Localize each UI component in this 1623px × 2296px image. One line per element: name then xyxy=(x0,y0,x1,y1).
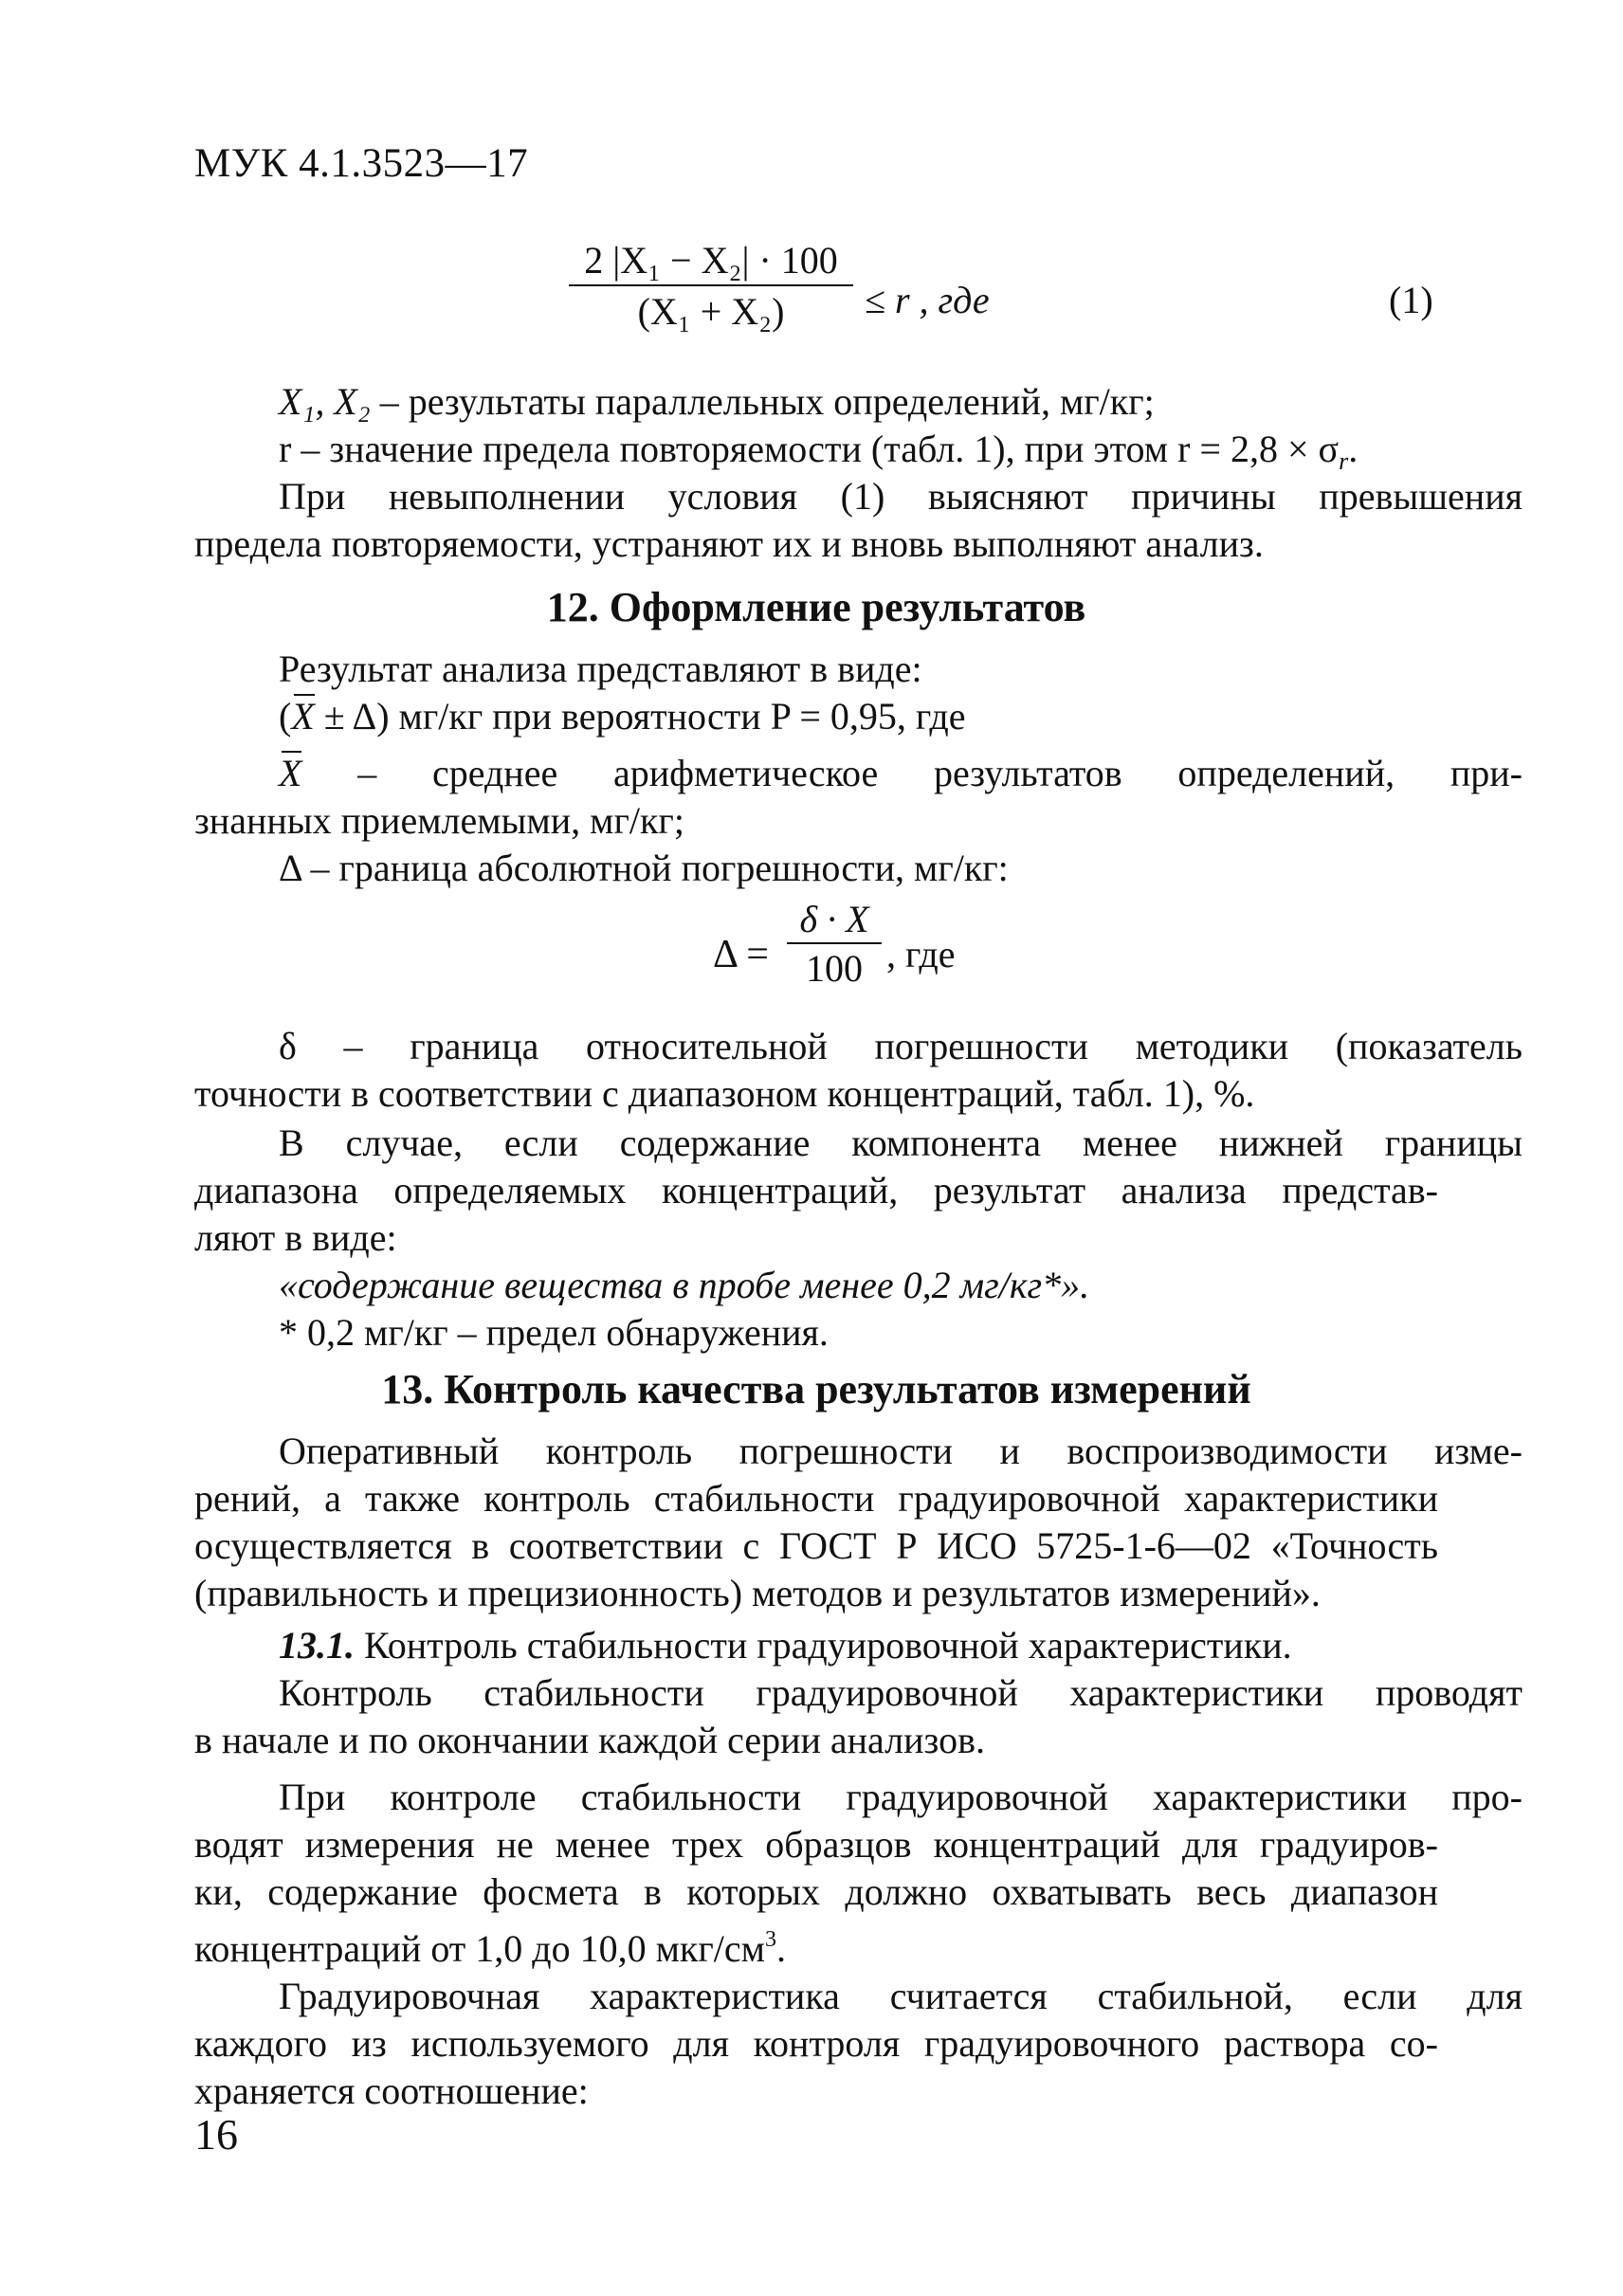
paragraph-operational-line4: (правильность и прецизионность) методов и результатов измерений». xyxy=(194,1572,1321,1614)
r-end: . xyxy=(1348,428,1359,470)
paragraph-quote: «содержание вещества в пробе менее 0,2 мг/кг*». xyxy=(279,1264,1090,1306)
paragraph-delta-definition: Δ – граница абсолютной погрешности, мг/кг: xyxy=(279,847,1009,889)
formula2-denominator: 100 xyxy=(806,947,863,990)
x1x2-text: – результаты параллельных определений, мг/кг; xyxy=(370,380,1155,423)
formula-repeatability xyxy=(569,239,853,334)
paragraph-relative-error-line2: точности в соответствии с диапазоном концентраций, табл. 1), %. xyxy=(194,1072,1255,1115)
measure-line4-text: концентраций от 1,0 до 10,0 мкг/см xyxy=(194,1927,765,1970)
paragraph-control-line1: Контроль стабильности градуировочной характеристики проводят xyxy=(279,1671,1523,1714)
paragraph-failure-line1: При невыполнении условия (1) выясняют причины превышения xyxy=(279,475,1523,518)
cm3-superscript: 3 xyxy=(764,1927,776,1952)
formula1-numerator: 2 |X₁ − X₂| · 100 xyxy=(584,239,838,282)
result-expression-text: ± Δ) мг/кг при вероятности P = 0,95, где xyxy=(314,695,966,738)
section-heading-12: 12. Оформление результатов xyxy=(546,584,1086,630)
formula2-numerator: δ · X xyxy=(799,898,869,940)
page-header: МУК 4.1.3523—17 xyxy=(194,141,529,186)
paragraph-result-form: Результат анализа представляют в виде: xyxy=(279,647,922,690)
section-heading-13: 13. Контроль качества результатов измерений xyxy=(381,1366,1251,1412)
x1x2-vars: X₁, X₂ xyxy=(279,380,371,423)
x-mean-symbol: X xyxy=(279,749,301,798)
r-subscript: r xyxy=(1339,447,1349,475)
formula2-lhs: Δ = xyxy=(713,933,769,976)
paragraph-measure-line2: водят измерения не менее трех образцов концентраций для градуиров- xyxy=(194,1823,1438,1866)
formula1-denominator: (X₁ + X₂) xyxy=(637,290,785,333)
paragraph-13-1 xyxy=(194,1621,1523,1670)
formula2-where: , где xyxy=(886,933,956,975)
measure-line4-end: . xyxy=(775,1927,786,1970)
xbar-definition-text: – среднее арифметическое результатов определений, при- xyxy=(301,752,1523,794)
paragraph-x1x2-definition xyxy=(194,377,1523,427)
paragraph-stable-line2: каждого из используемого для контроля градуировочного раствора со- xyxy=(194,2022,1438,2065)
formula-absolute-error xyxy=(787,899,882,990)
paragraph-stable-line3: храняется соотношение: xyxy=(194,2069,589,2112)
paragraph-relative-error-line1: δ – граница относительной погрешности методики (показатель xyxy=(279,1025,1523,1067)
paragraph-operational-line2: рений, а также контроль стабильности градуировочной характеристики xyxy=(194,1477,1438,1520)
paragraph-measure-line1: При контроле стабильности градуировочной характеристики про- xyxy=(279,1776,1523,1818)
paragraph-low-content-line1: В случае, если содержание компонента менее нижней границы xyxy=(279,1121,1523,1164)
paragraph-measure-line3: ки, содержание фосмета в которых должно охватывать весь диапазон xyxy=(194,1870,1438,1913)
paragraph-operational-line3: осуществляется в соответствии с ГОСТ Р ИСО 5725-1-6—02 «Точность xyxy=(194,1524,1438,1567)
formula1-label: (1) xyxy=(1389,279,1433,321)
formula2-fraction-bar xyxy=(787,942,882,944)
page-number: 16 xyxy=(194,2110,238,2159)
paragraph-result-expression xyxy=(194,692,1523,741)
paragraph-control-line2: в начале и по окончании каждой серии анализов. xyxy=(194,1719,985,1761)
subsection-title-13-1: Контроль стабильности градуировочной характеристики. xyxy=(355,1624,1292,1667)
paragraph-xbar-definition-line2: знанных приемлемыми, мг/кг; xyxy=(194,799,684,842)
paragraph-low-content-line2: диапазона определяемых концентраций, результат анализа представ- xyxy=(194,1169,1438,1212)
r-text: r – значение предела повторяемости (табл. 1), при этом r = 2,8 × σ xyxy=(279,428,1340,470)
paragraph-measure-line4 xyxy=(194,1915,1438,1974)
paragraph-low-content-line3: ляют в виде: xyxy=(194,1216,397,1259)
result-open-paren: ( xyxy=(279,695,292,738)
paragraph-footnote: * 0,2 мг/кг – предел обнаружения. xyxy=(279,1311,829,1354)
paragraph-operational-line1: Оперативный контроль погрешности и воспроизводимости изме- xyxy=(279,1430,1523,1472)
paragraph-stable-line1: Градуировочная характеристика считается стабильной, если для xyxy=(279,1975,1523,2017)
paragraph-xbar-definition-line1 xyxy=(194,749,1523,798)
formula1-inequality: ≤ r , где xyxy=(865,279,990,321)
paragraph-failure-line2: предела повторяемости, устраняют их и вновь выполняют анализ. xyxy=(194,522,1264,565)
x-mean-symbol: X xyxy=(291,692,314,741)
formula1-fraction-bar xyxy=(569,284,853,286)
subsection-number-13-1: 13.1. xyxy=(279,1624,355,1667)
